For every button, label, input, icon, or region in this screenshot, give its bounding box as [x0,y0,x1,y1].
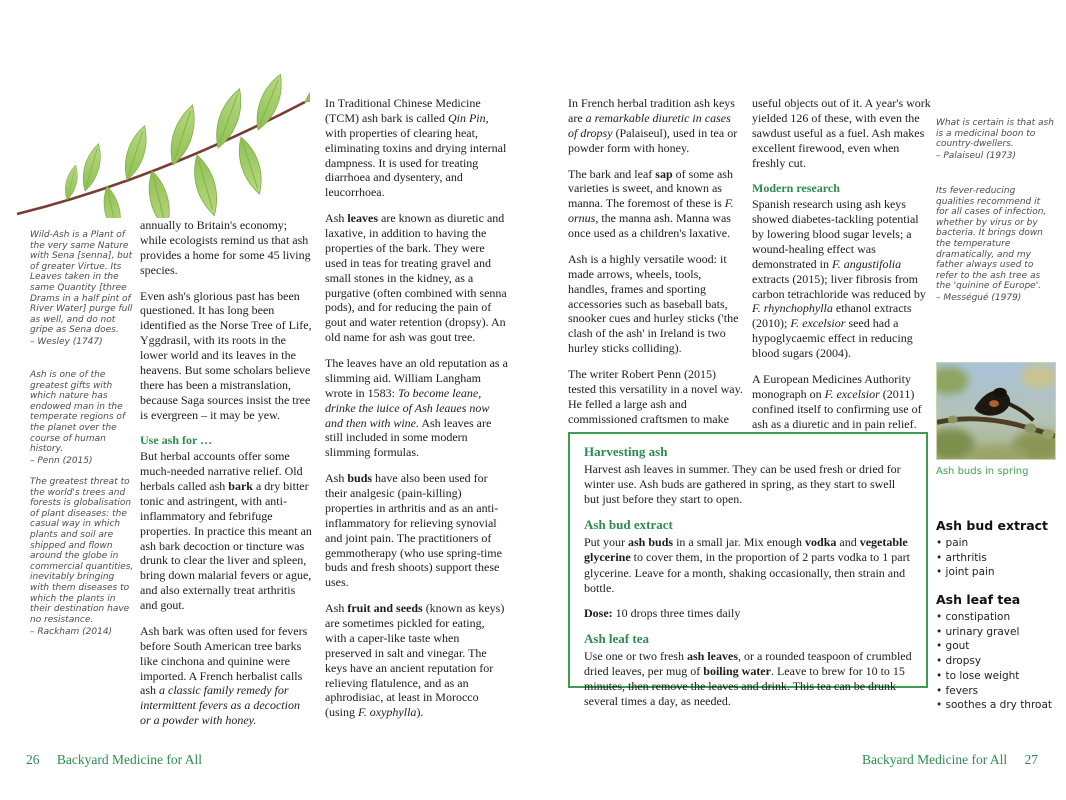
body-paragraph: In Traditional Chinese Medicine (TCM) ash bark is called Qin Pin, with properties of clearing heat, eliminating toxins and drying internal dampness. It is used for treating diarrhoea and dysentery, and leucorrhoea. [325,96,507,200]
box-paragraph: Use one or two fresh ash leaves, or a rounded teaspoon of crumbled dried leaves, per mug of boiling water. Leave to brew for 10 to 15 minutes, then remove the leaves and drink. This tea can be drunk several times a day, as needed. [584,648,912,709]
quote-text: Its fever-reducing qualities recommend it for all cases of infection, whether by virus or by bacteria. It brings down the temperature dramatically, and my father always used to refer to the ash tree as the 'quinine of Europe'. [936,186,1047,292]
body-paragraph: annually to Britain's economy; while ecologists remind us that ash provides a home for some 45 living species. [140,218,311,277]
photo-caption: Ash buds in spring [936,466,1029,477]
right-page-column-1 [568,96,743,438]
dose-line: Dose: 10 drops three times daily [584,605,741,620]
body-paragraph: The leaves have an old reputation as a slimming aid. William Langham wrote in 1583: To become leane, drinke the iuice of Ash leaues now and then with wine. Ash leaves are still included in some modern slimming formulas. [325,356,508,460]
quote-text: Ash is one of the greatest gifts with which nature has endowed man in the temperate regions of the planet over the course of human history. [30,370,126,455]
page-number: 26 [26,752,40,767]
use-item: • gout [936,639,1062,654]
use-item: • arthritis [936,551,1062,566]
use-item: • urinary gravel [936,625,1062,640]
quote-attribution: – Rackham (2014) [30,626,113,637]
body-paragraph: The bark and leaf sap of some ash varieties is sweet, and known as manna. The foremost of these is F. ornus, the manna ash. Manna was once used as a children's laxative. [568,166,734,240]
body-paragraph: But herbal accounts offer some much-needed narrative relief. Old herbals called ash bark a dry bitter tonic and astringent, with anti-inflammatory and febrifuge properties. In practice this meant an ash bark decoction or tincture was drunk to clear the liver and spleen, bring down malarial fevers or ague, and also externally treat arthritis and gout. [140,449,312,612]
quote-text: The greatest threat to the world's trees and forests is globalisation of plant diseases: the casual way in which plants and soil are shipped and flown around the globe in commercial quantities, inevitably bringing with them diseases to which the plants in their destination have no resistance. [30,477,134,625]
right-page-footer [862,752,1038,768]
left-page-column-2 [325,96,508,731]
quote-attribution: – Wesley (1747) [30,337,103,348]
box-paragraph: Harvest ash leaves in summer. They can be used fresh or dried for winter use. Ash buds are gathered in spring, as they start to swell but just before they start to open. [584,462,901,507]
body-paragraph: Ash fruit and seeds (known as keys) are sometimes pickled for eating, with a caper-like taste when preserved in salt and vinegar. The keys have an ancient reputation for relieving flatulence, and as an aphrodisiac, at least in Morocco (using F. oxyphylla). [325,601,505,720]
box-heading-harvesting-ash: Harvesting ash [584,444,668,459]
body-paragraph: Spanish research using ash keys showed diabetes-tackling potential by lowering blood sugar levels; a wound-healing effect was demonstrated in F. angustifolia extracts (2015); liver fibrosis from carbon tetrachloride was reduced by F. rhynchophylla ethanol extracts (2010); F. excelsior seed had a hypoglycaemic effect in reducing blood sugars (2004). [752,197,926,360]
right-page-column-2 [752,96,931,442]
use-item: • soothes a dry throat [936,698,1062,713]
uses-list [936,610,1062,713]
box-heading-ash-bud-extract: Ash bud extract [584,517,673,533]
box-heading-ash-leaf-tea: Ash leaf tea [584,630,649,646]
body-paragraph: Even ash's glorious past has been questioned. It has long been identified as the Norse Tree of Life, Yggdrasil, with its roots in the lower world and its leaves in the heavens. But some scholars believe there has been a mistranslation, because Saga sources insist the tree is evergreen – it may be yew. [140,288,312,422]
section-heading-use-ash-for: Use ash for … [140,433,213,448]
section-heading-modern-research: Modern research [752,181,840,196]
use-item: • fevers [936,684,1062,699]
body-paragraph: Ash is a highly versatile wood: it made arrows, wheels, tools, handles, frames and sporting accessories such as baseball bats, snooker cues and hurley sticks ('the clash of the ash' in Ireland is two hurley sticks colliding). [568,251,739,356]
quote-attribution: – Penn (2015) [30,455,93,466]
body-paragraph: Ash leaves are known as diuretic and laxative, in addition to having the properties of the bark. They were used in teas for treating gravel and small stones in the kidney, as a purgative (often combined with senna pods), and for reducing the pain of gout and water retention (dropsy). An old name for ash was gout tree. [325,211,507,345]
ash-leaf-image [15,28,310,218]
harvesting-ash-box [568,432,928,709]
uses-list [936,536,1062,580]
body-paragraph: A European Medicines Authority monograph on F. excelsior (2011) confined itself to confirming use of ash as a diuretic and in pain relief. [752,371,922,431]
margin-quote-rackham [30,477,134,637]
book-title: Backyard Medicine for All [56,752,202,767]
use-item: • dropsy [936,654,1062,669]
margin-quote-penn [30,370,134,466]
use-item: • joint pain [936,565,1062,580]
uses-heading: Ash bud extract [936,518,1049,533]
uses-heading: Ash leaf tea [936,592,1021,608]
box-paragraph: Put your ash buds in a small jar. Mix enough vodka and vegetable glycerine to cover them, in the proportion of 2 parts vodka to 1 part glycerine. Leave for a month, shaking occasionally, then strain and bottle. [584,535,910,595]
page-number: 27 [1024,752,1038,767]
body-paragraph: The writer Robert Penn (2015) tested this versatility in a novel way. He felled a large ash and commissioned craftsmen to make [568,367,743,426]
use-item: • to lose weight [936,669,1062,684]
left-page-column-1 [140,218,313,739]
use-item: • pain [936,536,1062,551]
uses-ash-bud-extract [936,518,1062,580]
body-paragraph: Ash buds have also been used for their analgesic (pain-killing) properties in arthritis and as an anti-inflammatory for relieving synovial and joint pain. The practitioners of gemmotherapy (who use spring-time buds and fresh shoots) support these uses. [325,471,502,590]
margin-quote-messegue [936,186,1054,304]
quote-text: Wild-Ash is a Plant of the very same Nature with Sena [senna], but of greater Virtue. Its Leaves taken in the same Quantity [three Drams in a half pint of River Water] purge full as well, and do not gripe as Sena does. [30,230,133,336]
body-paragraph: Ash bark was often used for fevers before South American tree barks like cinchona and quinine were imported. A French herbalist calls ash a classic family remedy for intermittent fevers as a decoction or a powder with honey. [140,623,308,728]
quote-text: What is certain is that ash is a medicinal boon to country-dwellers. [936,118,1054,150]
body-paragraph: useful objects out of it. A year's work yielded 126 of these, with even the sawdust useful as a fuel. Ash makes excellent firewood, even when freshly cut. [752,96,931,170]
margin-quote-palaiseul [936,118,1054,161]
left-page-footer [26,752,202,768]
book-title: Backyard Medicine for All [862,752,1008,767]
ash-buds-photo [936,362,1056,460]
uses-sidebar [936,518,1062,725]
quote-attribution: – Mességué (1979) [936,293,1022,304]
use-item: • constipation [936,610,1062,625]
margin-quote-wesley [30,230,134,348]
quote-attribution: – Palaiseul (1973) [936,150,1017,161]
uses-ash-leaf-tea [936,592,1062,713]
body-paragraph: In French herbal tradition ash keys are a remarkable diuretic in cases of dropsy (Palaiseul), used in tea or powder form with honey. [568,96,738,155]
